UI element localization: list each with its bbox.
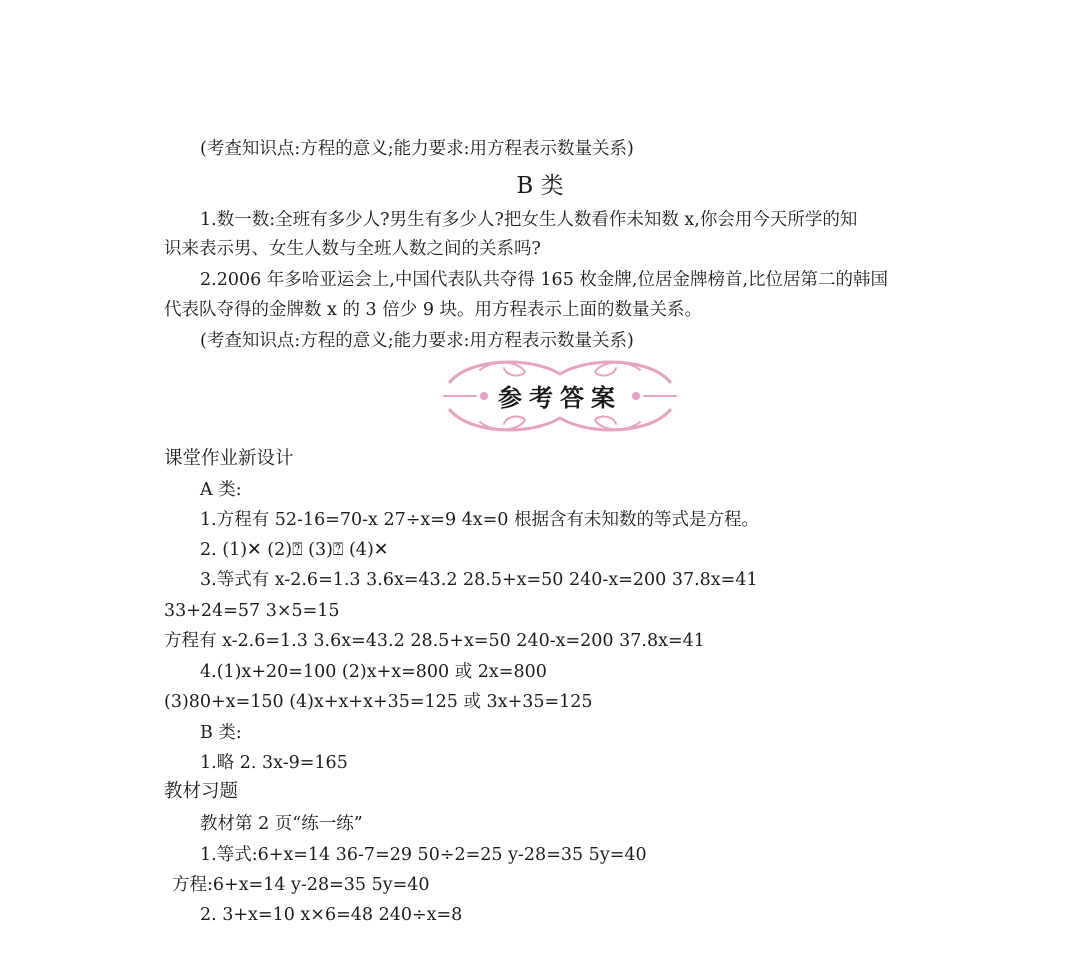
b-question-2-line-2: 代表队夺得的金牌数 x 的 3 倍少 9 块。用方程表示上面的数量关系。 — [164, 300, 703, 320]
textbook-subheading: 教材第 2 页“练一练” — [200, 814, 363, 834]
a-answer-3-line-3: 方程有 x-2.6=1.3 3.6x=43.2 28.5+x=50 240-x=200 37.8x=41 — [164, 631, 705, 651]
section-b-title: B 类 — [516, 173, 564, 199]
b-question-1-line-1: 1.数一数:全班有多少人?男生有多少人?把女生人数看作未知数 x,你会用今天所学的知 — [200, 210, 858, 230]
a-answer-2: 2. (1)✕ (2)⍰ (3)⍰ (4)✕ — [200, 540, 389, 560]
banner-title: 参考答案 — [498, 383, 622, 412]
b-answers: 1.略 2. 3x-9=165 — [200, 753, 348, 773]
a-answer-4-line-1: 4.(1)x+20=100 (2)x+x=800 或 2x=800 — [200, 662, 547, 682]
a-answer-1: 1.方程有 52-16=70-x 27÷x=9 4x=0 根据含有未知数的等式是方程。 — [200, 510, 760, 530]
b-label: B 类: — [200, 723, 242, 743]
b-note: (考查知识点:方程的意义;能力要求:用方程表示数量关系) — [200, 331, 634, 351]
b-question-1-line-2: 识来表示男、女生人数与全班人数之间的关系吗? — [164, 239, 541, 259]
textbook-heading: 教材习题 — [164, 781, 239, 802]
answers-heading: 课堂作业新设计 — [164, 448, 294, 469]
a-answer-3-line-1: 3.等式有 x-2.6=1.3 3.6x=43.2 28.5+x=50 240-x=200 37.8x=41 — [200, 570, 758, 590]
b-question-2-line-1: 2.2006 年多哈亚运会上,中国代表队共夺得 165 枚金牌,位居金牌榜首,比位居第二的韩国 — [200, 270, 889, 290]
textbook-answer-2: 2. 3+x=10 x×6=48 240÷x=8 — [200, 905, 463, 925]
a-label: A 类: — [200, 480, 242, 500]
a-answer-3-line-2: 33+24=57 3×5=15 — [164, 601, 340, 621]
textbook-answer-1: 1.等式:6+x=14 36-7=29 50÷2=25 y-28=35 5y=40 — [200, 845, 647, 865]
answer-banner — [440, 352, 680, 440]
a-answer-4-line-2: (3)80+x=150 (4)x+x+x+35=125 或 3x+35=125 — [164, 692, 593, 712]
top-note: (考查知识点:方程的意义;能力要求:用方程表示数量关系) — [200, 139, 634, 159]
textbook-answer-1b: 方程:6+x=14 y-28=35 5y=40 — [172, 875, 430, 895]
